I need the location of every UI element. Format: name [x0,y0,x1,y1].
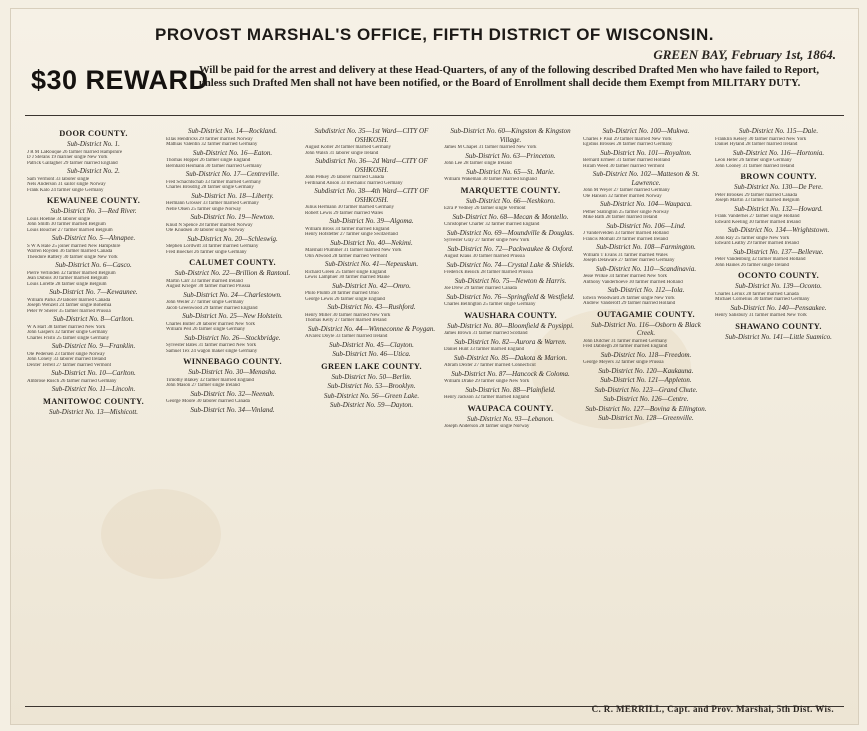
sub-district-heading: Sub-District No. 116—Osborn & Black Creek. [591,320,701,337]
drafted-man-entry: Philo Plumb 28 farmer married Ohio [305,291,379,296]
sub-district-heading: Sub-District No. 6—Casco. [55,261,132,269]
sub-district-heading: Sub-District No. 18—Liberty. [191,191,274,200]
drafted-man-entry: John Pelkey 26 laborer married Canada [305,175,385,180]
sub-district-heading: Sub-District No. 121—Appleton. [600,376,692,384]
drafted-man-entry: Abram Dexter 27 farmer married Connecticut [444,363,536,368]
sub-district-heading: Sub-District No. 34—Vinland. [190,405,275,414]
recruiting-notice-sheet [10,8,859,725]
drafted-man-entry: Pierre Verlinden 32 farmer married Belgium [27,270,116,276]
drafted-man-entry: Sam Vermont 33 laborer single [27,176,90,182]
sub-district-heading: Sub-District No. 76—Springfield & Westfield. [446,292,575,301]
county-heading: BROWN COUNTY. [740,172,817,181]
drafted-man-entry: Charles Brosdrig 28 farmer single Germany [166,185,254,190]
column-4 [444,126,577,701]
column-1 [27,126,160,701]
sub-district-heading: Sub-District No. 13—Mishicott. [48,407,139,416]
drafted-men-columns [27,126,842,701]
drafted-man-entry: Dexter Terrell 27 farmer married Vermont [27,362,112,368]
county-heading: OCONTO COUNTY. [738,271,819,280]
drafted-man-entry: John M Weyer 27 farmer married Germany [583,188,670,193]
sub-district-heading: Subdistrict No. 36—2d Ward—CITY OF OSHKOSH. [315,157,428,174]
drafted-man-entry: Charles Leriux 28 farmer married Canada [715,291,799,297]
sub-district-heading: Sub-District No. 69—Moundville & Douglas. [446,228,575,237]
drafted-man-entry: Ellas Hendricks 29 farmer married Norway [166,136,253,142]
sub-district-heading: Sub-District No. 39—Algoma. [329,217,414,225]
sub-district-heading: Sub-District No. 14—Rockland. [187,127,278,135]
drafted-man-entry: Martin Carr 33 farmer married Ireland [166,278,243,284]
drafted-man-entry: Knud N Spence 28 farmer married Norway [166,222,253,228]
column-2 [166,126,299,701]
county-heading: CALUMET COUNTY. [189,258,276,267]
reward-amount: $30 REWARD [31,65,209,95]
drafted-man-entry: Warren Royden 36 farmer married Canada [27,249,113,254]
sub-district-heading: Sub-District No. 30—Menasha. [188,368,277,376]
drafted-man-entry: Samuel Tex 24 wagon maker single Germany [166,348,258,354]
drafted-man-entry: Fred Boeckel 26 farmer single Germany [166,249,247,255]
drafted-man-entry: William Peil 26 farmer single Germany [166,327,246,332]
sub-district-heading: Sub-District No. 85—Dakota & Marion. [453,353,568,362]
sub-district-heading: Sub-District No. 116—Hortonia. [732,148,825,157]
drafted-man-entry: Pether Slatington 25 farmer single Norway [583,209,669,215]
drafted-man-entry: Nelle Olsen 25 farmer single Norway [166,206,242,212]
county-heading: SHAWANO COUNTY. [735,321,822,331]
drafted-man-entry: Joseph Anderson 28 farmer single Norway [444,424,530,429]
drafted-man-entry: Edward Keeling 30 farmer married Ireland [715,219,801,225]
sub-district-heading: Sub-District No. 1. [67,140,120,148]
sub-district-heading: Sub-District No. 66—Neshkoro. [465,196,556,205]
drafted-man-entry: Mathias Valentin 32 farmer married Germany [166,142,258,147]
drafted-man-entry: Ole Knudsen 30 laborer single Norway [166,228,245,233]
drafted-man-entry: Charles Bellington 25 farmer single Germany [444,302,536,307]
sub-district-heading: Sub-District No. 3—Red River. [50,207,137,215]
county-heading: DOOR COUNTY. [59,129,128,138]
drafted-man-entry: Sylvester Gray 27 farmer single New York [444,238,530,243]
sub-district-heading: Sub-District No. 134—Wrightstown. [727,226,830,234]
drafted-man-entry: Nels Anderson 31 sailor single Norway [27,182,106,187]
drafted-man-entry: John Mason 27 farmer single Ireland [166,383,240,388]
sub-district-heading: Sub-District No. 50—Berlin. [331,372,412,381]
date-line: GREEN BAY, February 1st, 1864. [653,47,836,62]
sub-district-heading: Sub-District No. 56—Green Lake. [323,391,420,400]
column-6 [715,126,842,701]
sub-district-heading: Sub-District No. 139—Oconto. [735,282,822,290]
sub-district-heading: Sub-District No. 106—Lind. [606,221,686,230]
sub-district-heading: Sub-District No. 9—Franklin. [51,342,136,350]
sub-district-heading: Sub-District No. 110—Scandinavia. [595,264,697,273]
drafted-man-entry: Peter W Sherer 35 farmer married Prussia [27,308,111,314]
drafted-man-entry: Anthony Vanderhoeve 30 farmer married Holland [583,279,683,285]
drafted-man-entry: Louis Boucher 27 farmer married Belgium [27,227,113,233]
drafted-man-entry: Ferdinand Anson 33 mechanic married Germany [305,180,403,186]
drafted-man-entry: Joseph Delaware 27 farmer married Germany [583,258,675,263]
drafted-man-entry: George Lewis 26 farmer single England [305,296,386,302]
county-heading: WINNEBAGO COUNTY. [183,357,282,366]
sub-district-heading: Sub-District No. 141—Little Suamico. [725,332,832,341]
drafted-man-entry: Henry Jackson 32 farmer married England [444,395,530,400]
drafted-man-entry: William Bross 34 farmer married England [305,226,390,232]
drafted-man-entry: John Gaspers 32 farmer single Germany [27,330,108,335]
sub-district-heading: Sub-District No. 132—Howard. [734,204,823,213]
sub-district-heading: Sub-District No. 68—Mecan & Montello. [452,212,569,221]
sub-district-heading: Sub-District No. 75—Newton & Harris. [454,276,567,285]
county-heading: WAUSHARA COUNTY. [464,310,557,320]
drafted-man-entry: Ole Hanson 32 farmer married Norway [583,193,662,199]
drafted-man-entry: Charles Fristo 25 farmer single Germany [27,335,110,341]
sub-district-heading: Sub-District No. 40—Nekimi. [330,238,413,247]
drafted-man-entry: Fred Dabilegh 28 farmer married England [583,344,668,349]
sub-district-heading: Sub-District No. 120—Kaukauna. [598,366,694,375]
drafted-man-entry: Hermann Grosser 33 farmer married Germany [166,201,259,206]
drafted-man-entry: Henry Miller 30 farmer married New York [305,312,391,318]
drafted-man-entry: John Walsh 31 laborer single Ireland [305,150,379,156]
sub-district-heading: Subdistrict No. 35—1st Ward—CITY OF OSHKOSH. [314,127,429,144]
drafted-man-entry: Olin Atwood 28 farmer married Vermont [305,253,387,259]
county-heading: GREEN LAKE COUNTY. [321,361,422,371]
drafted-man-entry: John Lee 28 farmer single Ireland [444,161,512,166]
drafted-man-entry: Mike Bath 28 farmer married Ireland [583,215,658,220]
sub-district-heading: Sub-District No. 100—Mukwa. [602,127,690,135]
signature-line: C. R. MERRILL, Capt. and Prov. Marshal, 5th Dist. Wis. [591,704,834,714]
drafted-man-entry: Christopher Charter 32 farmer married England [444,222,540,227]
drafted-man-entry: John Haines 26 farmer single Ireland [715,262,790,268]
drafted-man-entry: S W A Hale 25 joiner married New Hampshire [27,243,121,249]
sub-district-heading: Sub-District No. 24—Charlestown. [183,290,282,299]
sub-district-heading: Sub-District No. 88—Plainfield. [465,385,556,394]
sub-district-heading: Sub-District No. 118—Freedom. [600,350,692,359]
sub-district-heading: Sub-District No. 45—Clayton. [329,340,414,349]
sub-district-heading: Sub-District No. 32—Neenah. [190,389,275,398]
notice-title: PROVOST MARSHAL'S OFFICE, FIFTH DISTRICT OF WISCONSIN. [155,25,714,44]
drafted-man-entry: Sylvester Bates 31 farmer married New York [166,343,257,348]
sub-district-heading: Sub-District No. 26—Stockbridge. [184,333,281,342]
drafted-man-entry: D J Sterans 19 mariner single New York [27,155,108,160]
drafted-man-entry: Ezra P Vedney 26 farmer single Vermont [444,206,526,211]
drafted-man-entry: Franklin Kelsey 30 farmer married New York [715,136,807,142]
sub-district-heading: Sub-District No. 82—Aurora & Warren. [454,337,567,346]
sub-district-heading: Sub-District No. 140—Pensaukee. [730,303,827,312]
column-3 [305,126,438,701]
drafted-man-entry: James M Chapel 31 farmer married New York [444,145,537,150]
sub-district-heading: Sub-District No. 20—Schleswig. [187,234,278,243]
drafted-man-entry: Fred Schachtschab 33 farmer married Germany [166,179,262,185]
sub-district-heading: Sub-District No. 53—Brooklyn. [327,382,416,390]
drafted-man-entry: Edwin Woodward 26 farmer single New York [583,295,675,301]
sub-district-heading: Sub-District No. 65—St. Marie. [466,167,555,176]
drafted-man-entry: Henry Hofstetter 27 farmer single Switzerland [305,232,398,237]
drafted-man-entry: William Drake 29 farmer single New York [444,379,530,384]
sub-district-heading: Sub-District No. 11—Lincoln. [51,385,136,393]
sub-district-heading: Sub-District No. 108—Farmington. [596,243,696,251]
sub-district-heading: Sub-District No. 80—Bloomfield & Poysippi. [447,321,574,330]
drafted-man-entry: Joseph Martin 33 farmer married Belgium [715,198,800,203]
drafted-man-entry: Louis Lorette 28 farmer single Belgium [27,281,107,287]
drafted-man-entry: Jean Dubois 30 farmer married Belgium [27,276,108,281]
sub-district-heading: Sub-District No. 87—Hancock & Coloma. [451,369,570,378]
drafted-man-entry: Frederick Beisick 28 farmer married Prussia [444,270,533,275]
sub-district-heading: Sub-District No. 16—Eaton. [192,148,273,157]
sub-district-heading: Sub-District No. 123—Grand Chute. [594,385,698,394]
drafted-man-entry: Stephen Lordwitt 34 farmer married Germany [166,244,259,249]
drafted-man-entry: Thomas Hopper 26 farmer single England [166,158,251,163]
sub-district-heading: Sub-District No. 115—Dale. [738,127,819,135]
county-heading: MARQUETTE COUNTY. [460,185,561,195]
drafted-man-entry: James Brown 31 farmer married Scotland [444,331,528,336]
drafted-man-entry: John Dutcher 31 farmer married Germany [583,338,668,344]
drafted-man-entry: John Weiler 27 farmer single Germany [166,300,244,305]
sub-district-heading: Sub-District No. 19—Newton. [190,213,275,221]
drafted-man-entry: Lewis Lamphier 30 farmer married Maine [305,275,390,280]
drafted-man-entry: John Cooney 31 farmer married Ireland [715,163,795,169]
sub-district-heading: Sub-District No. 137—Bellevue. [733,247,824,256]
drafted-man-entry: August Krieger 30 farmer married Prussia [166,284,251,289]
drafted-man-entry: Charles Butler 28 laborer married New York [166,321,256,327]
sub-district-heading: Sub-District No. 128—Greenville. [598,414,694,422]
sub-district-heading: Sub-District No. 41—Nepeuskun. [324,260,419,268]
column-5 [583,126,709,701]
drafted-man-entry: Alvarez Doyle 33 farmer married Ireland [305,334,388,339]
drafted-man-entry: J R M LaRouque 26 farmer married Hampshire [27,149,123,155]
drafted-man-entry: Louis Hoehne 34 laborer single [27,216,91,222]
sub-district-heading: Sub-District No. 74—Crystal Lake & Shields. [446,260,575,269]
drafted-man-entry: Peter Brookes 29 farmer married Canada [715,192,798,198]
header-divider [25,115,844,116]
drafted-man-entry: August Klaus 30 farmer married Prussia [444,254,525,259]
drafted-man-entry: Julius Hermann 30 farmer married Germany [305,205,394,210]
drafted-man-entry: William Wakeman 30 farmer married England [444,177,537,182]
drafted-man-entry: Ambrose Rusch 26 farmer married Germany [27,378,117,384]
sub-district-heading: Sub-District No. 102—Matteson & St. Lawrence. [592,170,700,187]
sub-district-heading: Sub-District No. 17—Centreville. [185,170,280,178]
sub-district-heading: Sub-District No. 2. [67,167,120,175]
sub-district-heading: Sub-District No. 104—Waupaca. [600,200,692,208]
drafted-man-entry: Henry Salisbury 31 farmer married New York [715,313,807,318]
drafted-man-entry: Joseph Wenzell 24 farmer single Bohemia [27,303,112,308]
drafted-man-entry: Andrew Vanderoff 29 farmer married Holland [583,301,676,306]
drafted-man-entry: George Moore 30 laborer married Canada [166,399,250,404]
sub-district-heading: Sub-District No. 43—Rushford. [327,303,416,311]
drafted-man-entry: Joe Drew 29 farmer married Canada [444,286,517,291]
drafted-man-entry: Marshall Plummer 31 farmer married New York [305,248,402,253]
county-heading: KEWAUNEE COUNTY. [46,196,141,205]
drafted-man-entry: Michael Cornelius 30 farmer married Germany [715,297,810,302]
drafted-man-entry: Edward Leathy 29 farmer married Ireland [715,241,799,246]
sub-district-heading: Subdistrict No. 38—4th Ward—CITY OF OSHKOSH. [314,187,429,204]
drafted-man-entry: Bernard Ermeer 31 farmer married Holland [583,158,671,163]
sub-district-heading: Sub-District No. 10—Carlton. [51,369,136,377]
drafted-man-entry: William Parks 29 laborer married Canada [27,297,111,303]
drafted-man-entry: Patrick Gallagher 29 farmer married England [27,160,118,166]
drafted-man-entry: Peter Vandenburg 32 farmer married Holland [715,257,806,262]
county-heading: WAUPACA COUNTY. [467,403,554,413]
drafted-man-entry: Daniel Hyland 28 farmer married Ireland [715,142,798,147]
sub-district-heading: Sub-District No. 5—Ahnapee. [51,234,136,242]
drafted-man-entry: Hiram Weed 30 farmer married Vermont [583,163,665,169]
sub-district-heading: Sub-District No. 44—Winneconne & Poygan. [307,324,436,333]
drafted-man-entry: Jacob Greenwood 29 farmer married England [166,305,258,311]
sub-district-heading: Sub-District No. 59—Dayton. [329,401,414,409]
sub-district-heading: Sub-District No. 25—New Holstein. [182,312,283,320]
drafted-man-entry: Jesse Wilkie 34 farmer married New York [583,274,667,279]
drafted-man-entry: Richard Green 25 farmer single England [305,269,387,275]
drafted-man-entry: J Vandervelden 33 farmer married Holland [583,231,669,236]
county-heading: OUTAGAMIE COUNTY. [597,309,695,319]
drafted-man-entry: William T Evans 31 farmer married Wales [583,252,668,258]
sub-district-heading: Sub-District No. 42—Omro. [332,281,411,290]
sub-district-heading: Sub-District No. 7—Kewaunee. [49,288,138,296]
drafted-man-entry: Ole Pedersen 23 farmer single Norway [27,351,105,357]
drafted-man-entry: Thomas Kelly 27 farmer married Ireland [305,318,387,323]
sub-district-heading: Sub-District No. 127—Bovina & Ellington. [585,404,707,413]
drafted-man-entry: Daniel Hunt 33 farmer married England [444,347,525,352]
drafted-man-entry: John Smith 30 farmer married Belgium [27,222,106,227]
sub-district-heading: Sub-District No. 101—Royalton. [600,148,692,157]
sub-district-heading: Sub-District No. 8—Carlton. [53,315,134,323]
drafted-man-entry: Charles F Paul 29 farmer married New York [583,136,672,142]
sub-district-heading: Sub-District No. 22—Brillion & Rantoul. [174,269,291,277]
drafted-man-entry: John Ray 25 farmer single New York [715,235,790,241]
drafted-man-entry: Timothy Blakey 32 farmer married England [166,377,254,383]
county-heading: MANITOWOC COUNTY. [43,396,144,406]
notice-text: Will be paid for the arrest and delivery at these Head-Quarters, of any of the following described Drafted Men who have failed to Report, unless such Drafted Men shall not have been notified, or the Board of Enrollment shall decide them Exempt from MILITARY DUTY. [199,65,819,89]
drafted-man-entry: John Conely 33 laborer married Ireland [27,357,107,362]
sub-district-heading: Sub-District No. 112—Iola. [607,286,685,294]
drafted-man-entry: Frank Kalo 24 farmer single Germany [27,187,104,193]
drafted-man-entry: Robert Lewis 29 farmer married Wales [305,210,383,216]
drafted-man-entry: George Meyers 32 farmer single Prussia [583,360,664,365]
sub-district-heading: Sub-District No. 126—Centre. [603,395,689,403]
drafted-man-entry: Leon Hefer 26 farmer single Germany [715,158,792,163]
drafted-man-entry: Egidius Brosses 28 farmer married Germany [583,142,673,147]
drafted-man-entry: W A Hart 38 farmer married New York [27,324,106,330]
drafted-man-entry: Frank Vanderhei 27 farmer single Holland [715,214,800,219]
drafted-man-entry: Bernhard Heimann 30 farmer married Germany [166,163,262,169]
sub-district-heading: Sub-District No. 93—Lebanon. [466,414,555,423]
sub-district-heading: Sub-District No. 63—Princeton. [465,151,556,160]
sub-district-heading: Sub-District No. 72—Packwaukee & Oxford. [447,244,574,253]
sub-district-heading: Sub-District No. 130—De Pere. [734,183,823,191]
drafted-man-entry: August Koller 28 farmer married Germany [305,145,391,150]
drafted-man-entry: Theodore Rattery 30 farmer single New York [27,254,118,260]
sub-district-heading: Sub-District No. 60—Kingston & Kingston Village. [450,127,571,144]
sub-district-heading: Sub-District No. 46—Utica. [332,350,411,358]
drafted-man-entry: Francis Molhall 29 farmer married Ireland [583,236,668,242]
